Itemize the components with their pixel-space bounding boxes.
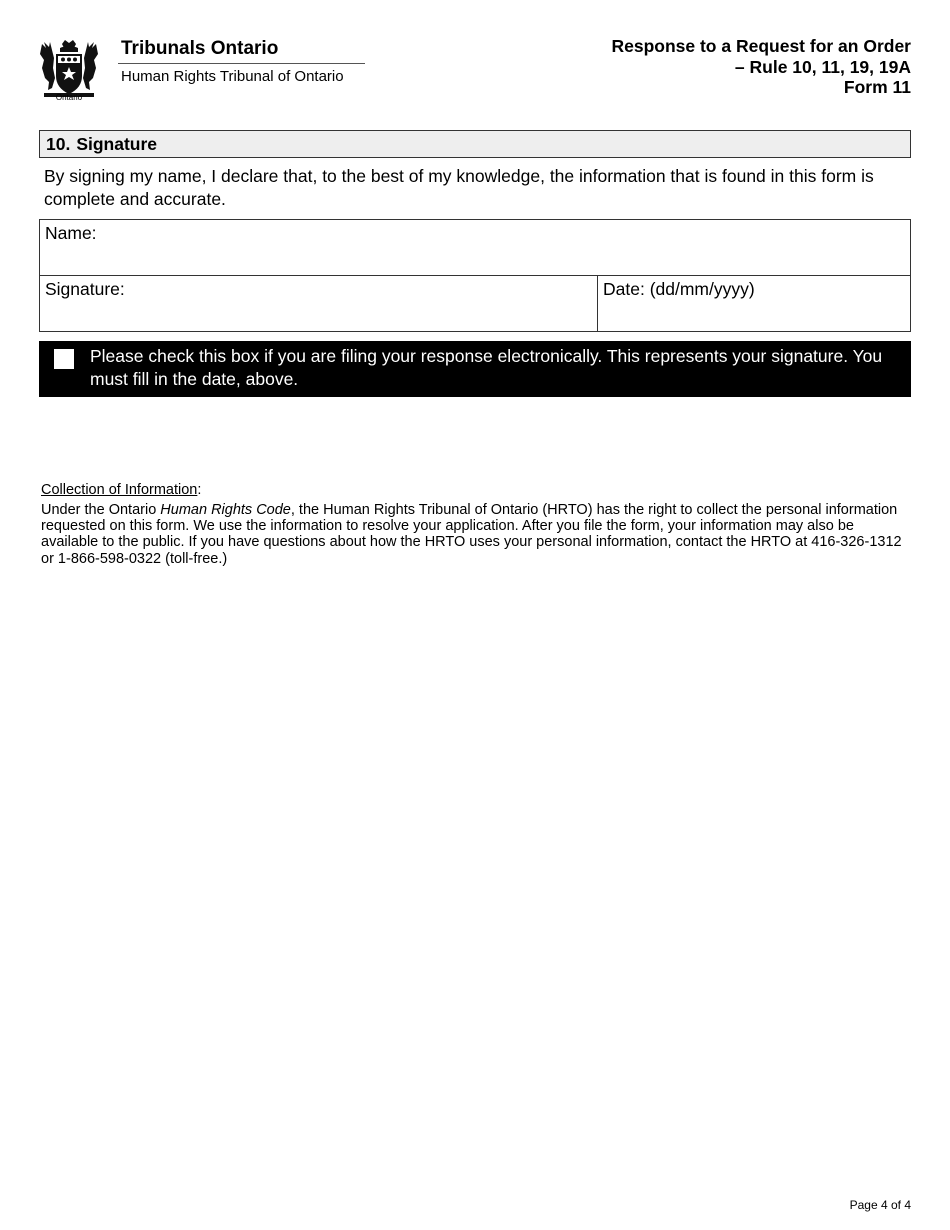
collection-body-code-name: Human Rights Code	[160, 502, 291, 518]
organization-block	[118, 38, 368, 87]
organization-name: Tribunals Ontario	[121, 38, 279, 59]
header-divider	[118, 63, 365, 64]
date-field[interactable]	[598, 276, 910, 331]
collection-body	[41, 502, 911, 567]
collection-body-text: , the Human Rights Tribunal of Ontario (HRTO) has the right to collect the personal information requested on this form. We use the information to resolve your application. After you file the form, your information may also be available to the public. If you have questions about how the HRTO uses your personal information, contact the HRTO at 416-326-1312 or 1-866-598-0322 (toll-free.)	[41, 502, 902, 567]
collection-heading	[41, 481, 201, 499]
collection-heading-text: Collection of Information	[41, 482, 198, 498]
declaration-text: By signing my name, I declare that, to the best of my knowledge, the information that is found in this form is complete and accurate.	[44, 166, 874, 209]
collection-heading-colon: :	[197, 482, 202, 498]
signature-table	[39, 219, 911, 332]
signature-field[interactable]	[40, 276, 598, 331]
form-title-line-1: Response to a Request for an Order	[611, 36, 911, 56]
logo-caption: Ontario	[55, 93, 83, 102]
name-field[interactable]	[40, 220, 910, 276]
section-title: Signature	[76, 134, 158, 154]
section-header-signature	[39, 130, 911, 158]
date-label: Date: (dd/mm/yyyy)	[603, 279, 755, 299]
form-title-line-3: Form 11	[843, 77, 911, 97]
page-number: Page 4 of 4	[849, 1198, 911, 1212]
electronic-filing-bar	[39, 341, 911, 397]
name-label: Name:	[45, 223, 97, 243]
ontario-coat-of-arms-logo	[36, 38, 102, 104]
form-title-line-2: – Rule 10, 11, 19, 19A	[734, 56, 911, 77]
tribunal-name: Human Rights Tribunal of Ontario	[121, 68, 344, 85]
collection-body-intro: Under the Ontario	[41, 502, 161, 518]
electronic-filing-text: Please check this box if you are filing your response electronically. This represents your signature. You must fill in the date, above.	[90, 346, 883, 389]
signature-label: Signature:	[45, 279, 125, 299]
electronic-filing-checkbox[interactable]	[54, 349, 74, 369]
section-number: 10.	[46, 134, 71, 154]
form-title	[491, 36, 911, 98]
